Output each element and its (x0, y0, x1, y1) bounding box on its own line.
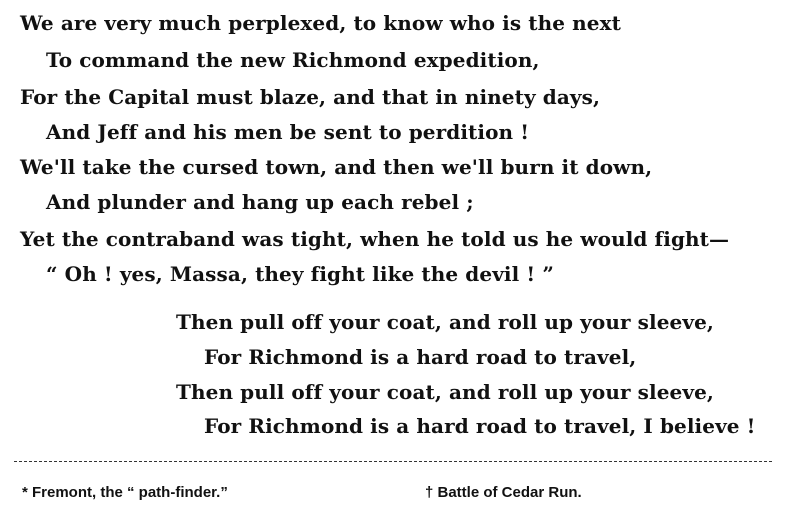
verse-line-7: Yet the contraband was tight, when he told us he would fight— (20, 227, 730, 251)
chorus-line-1: Then pull off your coat, and roll up your sleeve, (176, 310, 714, 334)
footnote-fremont: * Fremont, the “ path-finder.” (22, 484, 228, 501)
chorus-line-3: Then pull off your coat, and roll up your sleeve, (176, 380, 714, 404)
verse-line-5: We'll take the cursed town, and then we'll burn it down, (20, 155, 653, 179)
verse-line-1: We are very much perplexed, to know who is the next (20, 11, 621, 35)
verse-line-3: For the Capital must blaze, and that in ninety days, (20, 85, 601, 109)
footnote-divider (14, 461, 772, 462)
verse-line-8: “ Oh ! yes, Massa, they fight like the devil ! ” (46, 262, 554, 286)
verse-line-4: And Jeff and his men be sent to perdition ! (46, 120, 530, 144)
chorus-line-2: For Richmond is a hard road to travel, (204, 345, 637, 369)
verse-line-2: To command the new Richmond expedition, (46, 48, 540, 72)
chorus-line-4: For Richmond is a hard road to travel, I believe ! (204, 414, 756, 438)
verse-line-6: And plunder and hang up each rebel ; (46, 190, 474, 214)
footnote-cedar-run: † Battle of Cedar Run. (425, 484, 582, 501)
